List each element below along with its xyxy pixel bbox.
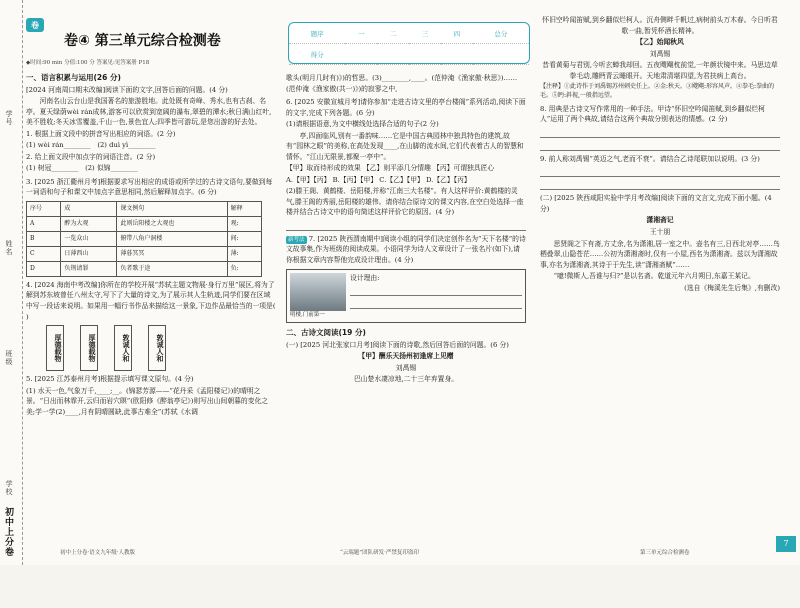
paper-tag: 卷 — [26, 18, 44, 32]
table-cell: 负荆请罪 — [61, 261, 117, 276]
table-cell: 一览众山 — [61, 231, 117, 246]
answer-line[interactable] — [350, 298, 522, 309]
footer-mid: “云端题”团队研发·严禁复印盗印 — [340, 550, 419, 556]
sub-question: (二) [2025 陕西咸阳实验中学月考改编]阅读下面的文言文,完成下面小题。(4 分) — [540, 194, 772, 213]
card-caption: 明楼,门前第一 — [290, 311, 325, 318]
section-heading: 二、古诗文阅读(19 分) — [286, 328, 366, 338]
annotation: 【注释】①此诗作于刘禹锡苏州刺史任上。②金:秋天。③飕飗:形容风声。④拳毛:拳曲的毛。⑤眄:斜视,一般指远望。 — [540, 83, 775, 100]
calligraphy-option-d[interactable]: 敦诚人和 — [148, 325, 166, 371]
question: (2)滕王阁、黄鹤楼、岳阳楼,并称“江南三大名楼”。有人这样评价:黄鹤楼的灵气,滕王阁的秀丽,岳阳楼的雄伟。请你结合原诗文的课文内容,在空白处选择一座楼并结合古诗文中的语句简述这样评价它的原因。(4 分) — [286, 187, 524, 217]
table-cell[interactable]: 负: — [227, 261, 261, 276]
brand-label: 初中上分卷 — [3, 507, 13, 557]
answer-blank[interactable]: (2) duì yì________ — [97, 141, 156, 150]
prose-author: 王十朋 — [649, 227, 671, 236]
prose-title: 潇湘斋记 — [646, 216, 674, 225]
score-cell[interactable] — [409, 44, 441, 65]
calligraphy-options — [46, 325, 276, 371]
footer-left: 初中上分卷·语文九年级·人教版 — [60, 550, 135, 556]
table-cell[interactable]: 观: — [227, 216, 261, 231]
score-cell[interactable] — [345, 44, 377, 65]
source-note: (选自《梅溪先生后集》,有删改) — [684, 283, 780, 292]
score-cell[interactable] — [441, 44, 473, 65]
prose-text: “噫!微斯人,吾谁与归?”是以名斋。乾道元年六月朔日,东嘉王某记。 — [553, 272, 755, 281]
question: (1)请根据语意,为文中横线处选择合适的句子(2 分) — [286, 120, 439, 129]
table-head: 课文例句 — [117, 201, 227, 216]
score-head-4: 四 — [441, 23, 473, 44]
table-cell[interactable]: 间: — [227, 231, 261, 246]
side-label-class: 班级 — [5, 350, 13, 366]
question: 1. 根据上面文段中的拼音写出相应的词语。(2 分) — [26, 129, 176, 138]
side-label-name: 姓名 — [5, 240, 13, 256]
answer-blank[interactable]: (2) 似锦________ — [85, 164, 138, 173]
side-label-school: 学校 — [5, 480, 13, 496]
question-intro: [2024 河南周口期末改编]阅读下面的文字,回答后面的问题。(4 分) — [26, 85, 228, 94]
table-head: 解释 — [227, 201, 261, 216]
answer-line[interactable] — [540, 166, 780, 177]
options: 【甲】取而待形成的效果 【乙】则平添几分情趣 【丙】可谓独具匠心 — [286, 164, 495, 173]
poem-text: 昔看黄菊与君别,今听玄蝉我却回。五夜飕飗枕前觉,一年颜状镜中来。马思边草拳毛动,雕眄青云睡眼开。天地肃清堪四望,为君扶病上高台。 — [542, 61, 778, 80]
question: 4. [2024 海南中考改编]你所在的学校开展“苏轼主题文物展·身行万里”展区,将为了解到苏东坡曾任八州太守,写下了大量的诗文,为了展示其人生轨迹,同学们要在区域中写一段话来说明。如果用一幅行书作品来描绘这一景象,下边作品最恰当的一项是( ) — [26, 280, 276, 321]
side-label-number: 学号 — [5, 110, 13, 126]
design-reason-label: 设计理由: — [350, 273, 380, 282]
choices[interactable]: A.【甲】【丙】 B.【丙】【甲】 C.【乙】【甲】 D.【乙】【丙】 — [286, 175, 471, 184]
answer-line[interactable] — [540, 179, 780, 190]
answer-line[interactable] — [350, 285, 522, 296]
poem-line: 巴山楚水凄凉地,二十三年弃置身。 — [353, 375, 459, 384]
score-cell[interactable] — [473, 44, 529, 65]
question: 6. [2025 安徽宣城月考]请你参加“走进古诗文里的亭台楼阁”系列活动,阅读下面的文字,完成下列各题。(6 分) — [286, 98, 526, 117]
score-head-1: 一 — [345, 23, 377, 44]
column-3 — [540, 14, 780, 554]
calligraphy-option-a[interactable]: 厚德载物 — [46, 325, 64, 371]
answer-line[interactable] — [540, 140, 780, 151]
passage: 亭,四面临风,别有一番韵味……它是中国古典园林中独具特色的建筑,故有“园林之眼”的美称,在高处发现____,在山脚的流水间,它们代表着古人的智慧和情怀。“江山无限景,都聚一亭中”。 — [286, 131, 524, 161]
table-cell: A — [27, 216, 61, 231]
fill-in-text: 歌头(明月几时有)》)的哲思。(3)________,____。(范仲淹《渔家傲·秋思》)……(范仲淹《渔家傲(共一)》)的寂寥之中, — [286, 74, 518, 93]
calligraphy-option-c[interactable]: 敦诚人和 — [114, 325, 132, 371]
table-cell: B — [27, 231, 61, 246]
poem-author: 刘禹锡 — [395, 363, 417, 372]
binding-margin — [0, 0, 23, 565]
name-card — [286, 269, 526, 324]
table-head: 成 — [61, 201, 117, 216]
table-head: 序号 — [27, 201, 61, 216]
page-number: 7 — [776, 536, 796, 552]
score-row-label: 得分 — [289, 44, 345, 65]
table-cell: 薄暮冥冥 — [117, 246, 227, 261]
answer-line[interactable] — [286, 220, 526, 231]
table-cell: 负者歌于途 — [117, 261, 227, 276]
table-cell[interactable]: 薄: — [227, 246, 261, 261]
column-2 — [286, 72, 526, 552]
tower-image — [290, 273, 346, 311]
fill-in-text: (1) 水天一色,气象万千,____;__。(锦瑟芳源——“花丹采《孟阳楼记》)的晴明之景。“日出而林霏开,云归而岩穴暝”(欧阳修《醉翁亭记》)则写出山间朝暮的变化之美;学一学(2)____,月有阴晴圆缺,此事古难全”(苏轼《水调 — [26, 386, 269, 416]
answer-blank[interactable]: (1) wèi rán________ — [26, 141, 91, 150]
question: 8. 用典是古诗文写作常用的一种手法。甲诗“怀旧空吟闻笛赋,到乡翻似烂柯人”运用了两个典故,请结合这两个典故分别表达的情感。(2 分) — [540, 104, 765, 124]
footer-right: 第三单元综合检测卷 — [640, 550, 690, 556]
score-head-5: 总分 — [473, 23, 529, 44]
poem-title: 【甲】酬乐天扬州初逢席上见赠 — [358, 352, 454, 361]
score-head-3: 三 — [409, 23, 441, 44]
table-row — [27, 216, 262, 231]
poem-author: 刘禹锡 — [649, 49, 671, 58]
score-table — [288, 22, 530, 64]
question: 5. [2025 江苏泰州月考]根据提示填写课文原句。(4 分) — [26, 375, 194, 384]
answer-line[interactable] — [540, 127, 780, 138]
score-head-2: 二 — [377, 23, 409, 44]
score-cell[interactable] — [377, 44, 409, 65]
new-question-tag: 新考法 — [288, 236, 305, 243]
page-header — [26, 18, 526, 62]
table-cell: 俯带八角户洞楼 — [117, 231, 227, 246]
table-cell: D — [27, 261, 61, 276]
calligraphy-option-b[interactable]: 厚德载物 — [80, 325, 98, 371]
sub-question: (一) [2025 河北张家口月考]阅读下面的诗歌,然后回答后面的问题。(6 分) — [286, 340, 509, 349]
table-row — [27, 246, 262, 261]
prose-text: 思贤阁之下有斋,方丈余,名为潇湘,居一室之中。壶名有三,日西北对亭……鸟栖叠翠,山隐苍茫……公初为潇湘斋时,仅有一小屋,西名为潇湘斋。兹以为潇湘故事,亦名为潇湘斋,其诗于于先生,读“潇湘斋赋”…… — [540, 239, 780, 269]
table-row — [27, 261, 262, 276]
poem-text: 怀旧空吟闻笛赋,到乡翻似烂柯人。沉舟侧畔千帆过,病树前头万木春。今日听君歌一曲,暂凭杯酒长精神。 — [542, 16, 778, 35]
table-cell: 此则岳阳楼之大观也 — [117, 216, 227, 231]
table-cell: 醉为大观 — [61, 216, 117, 231]
column-1 — [26, 68, 276, 608]
question: 7. [2025 陕西渭南期中]阅读小组的同学们决定创作名为“天下名楼”的诗文故事集,作为班级的阅读成果。小语同学为诗人文章设计了一张名片(如下),请你根据文章内容帮他完成设计理由。(4 分) — [286, 234, 526, 264]
exam-meta: ◆时间:90 min 分值:100 分 答案见:见答案册 P18 — [26, 60, 150, 66]
question: 3. [2025 浙江衢州月考]根据要求写出相应的成语或所学过的古诗文语句,要做到每一词语和句子和课文中加点字意思相同,然后解释加点字。(6 分) — [26, 177, 273, 197]
question: 2. 给上面文段中加点字的词语注音。(2 分) — [26, 152, 156, 161]
score-head-0: 题序 — [289, 23, 345, 44]
question: 9. 前人称刘禹锡“英迈之气,老而不衰”。请结合乙诗尾联加以说明。(3 分) — [540, 154, 760, 163]
table-cell: C — [27, 246, 61, 261]
table-row — [27, 231, 262, 246]
passage: 河南名山云台山是我国著名的旅游胜地。此处既有奇峰、秀水,也有古刹、名亭。夏天绿荫wèi rán成林,游客可以欣赏到宽阔的瀑布,翠碧的潭水;秋日满山红叶,美不胜收;冬天冰雪覆盖,千山一色,景色宜人;四季皆可游玩,是您出游的好去处。 — [26, 97, 272, 127]
poem-title: 【乙】始闻秋风 — [636, 38, 684, 47]
answer-blank[interactable]: (1) 树冠________ — [26, 164, 79, 173]
page-title: 卷④ 第三单元综合检测卷 — [64, 33, 221, 49]
section-heading: 一、语言积累与运用(26 分) — [26, 73, 121, 82]
idiom-table — [26, 201, 262, 277]
table-cell: 日薄西山 — [61, 246, 117, 261]
